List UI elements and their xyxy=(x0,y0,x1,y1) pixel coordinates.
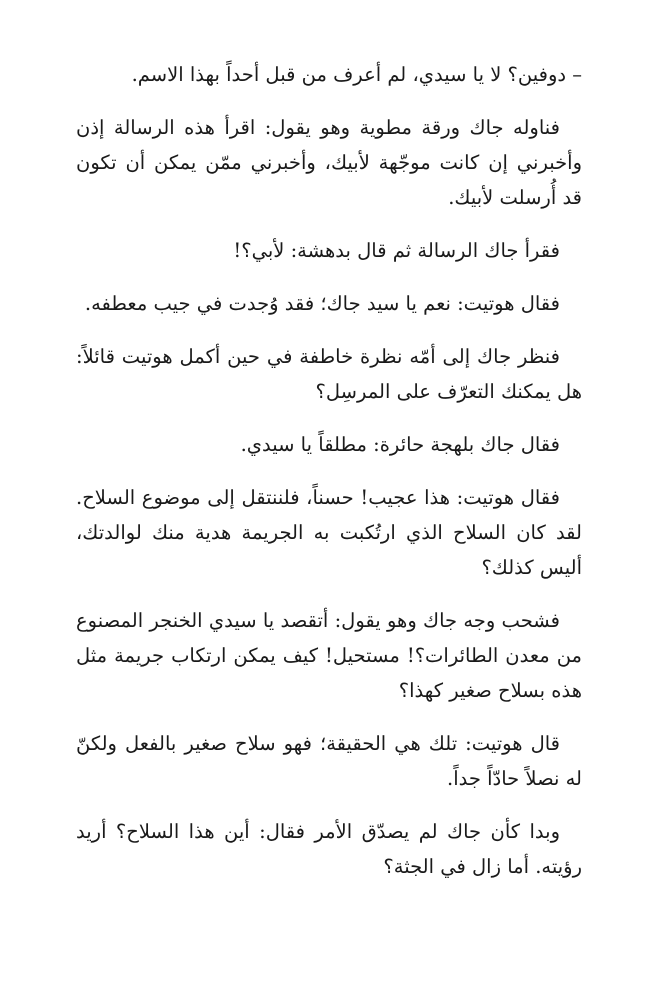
paragraph-1: – دوفين؟ لا يا سيدي، لم أعرف من قبل أحداً بهذا الاسم. xyxy=(131,63,582,86)
paragraph-4: فقال هوتيت: نعم يا سيد جاك؛ فقد وُجدت في جيب معطفه. xyxy=(84,292,560,315)
paragraph-7: فقال هوتيت: هذا عجيب! حسناً، فلننتقل إلى موضوع السلاح. لقد كان السلاح الذي ارتُكبت به الجريمة هدية منك لوالدتك، أليس كذلك؟ xyxy=(76,486,582,579)
document-page xyxy=(76,57,582,902)
paragraph-2: فناوله جاك ورقة مطوية وهو يقول: اقرأ هذه الرسالة إذن وأخبرني إن كانت موجّهة لأبيك، وأخبرني ممّن يمكن أن تكون قد أُرسلت لأبيك. xyxy=(76,116,582,209)
paragraph-8: فشحب وجه جاك وهو يقول: أتقصد يا سيدي الخنجر المصنوع من معدن الطائرات؟! مستحيل! كيف يمكن ارتكاب جريمة مثل هذه بسلاح صغير كهذا؟ xyxy=(76,609,582,702)
paragraph-9: قال هوتيت: تلك هي الحقيقة؛ فهو سلاح صغير بالفعل ولكنّ له نصلاً حادّاً جداً. xyxy=(76,732,582,790)
paragraph-6: فقال جاك بلهجة حائرة: مطلقاً يا سيدي. xyxy=(240,433,560,456)
paragraph-5: فنظر جاك إلى أمّه نظرة خاطفة في حين أكمل هوتيت قائلاً: هل يمكنك التعرّف على المرسِل؟ xyxy=(76,345,582,403)
paragraph-10: وبدا كأن جاك لم يصدّق الأمر فقال: أين هذا السلاح؟ أريد رؤيته. أما زال في الجثة؟ xyxy=(76,820,582,878)
paragraph-3: فقرأ جاك الرسالة ثم قال بدهشة: لأبي؟! xyxy=(233,239,560,262)
